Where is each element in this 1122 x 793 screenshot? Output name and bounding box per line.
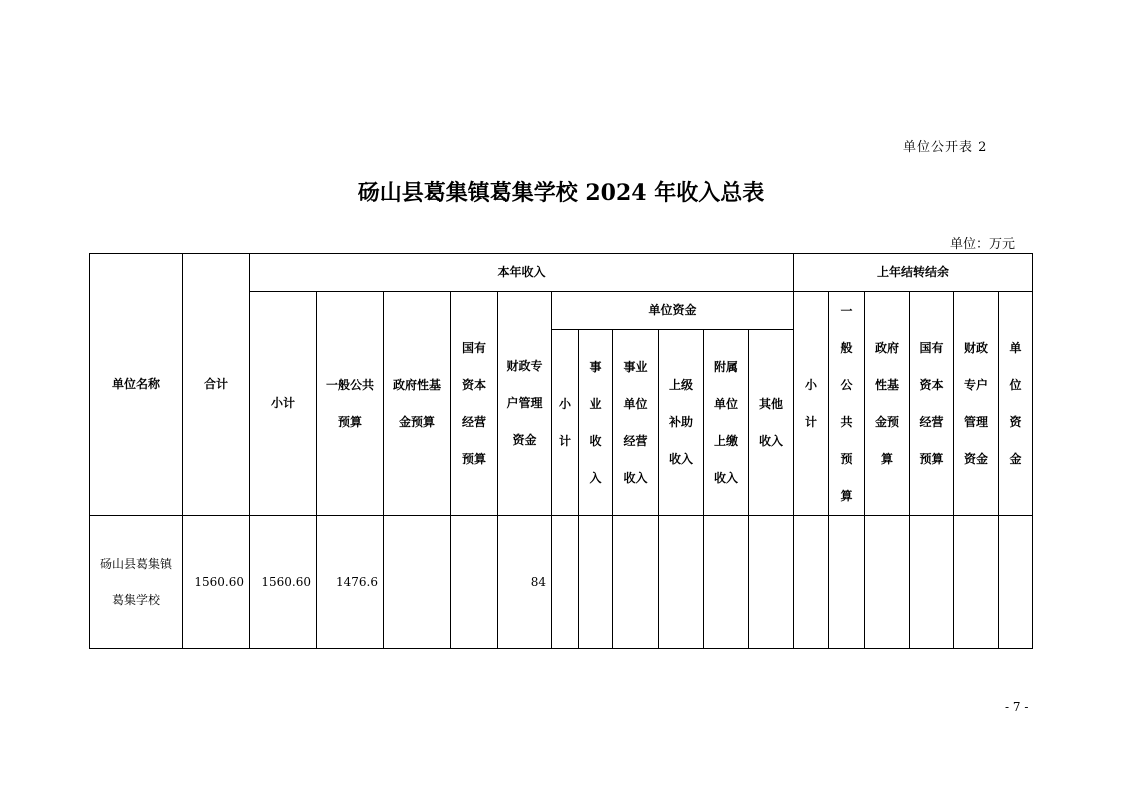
header-py-unit-funds: 单位资金 — [999, 292, 1033, 516]
cell-py-subtotal — [794, 516, 829, 649]
cell-py-general — [829, 516, 865, 649]
header-general-budget: 一般公共预算 — [317, 292, 384, 516]
table-row — [90, 516, 1033, 649]
cell-py-state-capital — [910, 516, 954, 649]
form-number: 单位公开表 2 — [903, 140, 988, 155]
header-uf-operating: 事业单位经营收入 — [613, 330, 659, 516]
header-uf-subtotal: 小计 — [552, 330, 579, 516]
cell-uf-other — [749, 516, 794, 649]
revenue-table — [89, 253, 1033, 649]
header-gov-fund: 政府性基金预算 — [384, 292, 451, 516]
cell-uf-superior — [659, 516, 704, 649]
header-py-state-capital: 国有资本经营预算 — [910, 292, 954, 516]
cell-gov-fund — [384, 516, 451, 649]
page-number: - 7 - — [1005, 700, 1029, 714]
cell-py-fiscal-account — [954, 516, 999, 649]
header-py-fiscal-account: 财政专户管理资金 — [954, 292, 999, 516]
cell-py-unit-funds — [999, 516, 1033, 649]
header-prior-year: 上年结转结余 — [794, 254, 1033, 292]
cell-uf-operating — [613, 516, 659, 649]
header-uf-business: 事业收入 — [579, 330, 613, 516]
cell-state-capital — [451, 516, 498, 649]
cell-fiscal-account: 84 — [498, 516, 552, 649]
header-py-gov-fund: 政府性基金预算 — [865, 292, 910, 516]
unit-label: 单位：万元 — [950, 237, 1016, 252]
cell-total: 1560.60 — [183, 516, 250, 649]
cell-uf-business — [579, 516, 613, 649]
header-fiscal-account: 财政专户管理资金 — [498, 292, 552, 516]
header-py-general: 一般公共预算 — [829, 292, 865, 516]
cell-general-budget: 1476.6 — [317, 516, 384, 649]
header-total: 合计 — [183, 254, 250, 516]
header-uf-other: 其他收入 — [749, 330, 794, 516]
cell-uf-affiliated — [704, 516, 749, 649]
header-current-year: 本年收入 — [250, 254, 794, 292]
header-uf-superior: 上级补助收入 — [659, 330, 704, 516]
cell-unit-name: 砀山县葛集镇葛集学校 — [90, 516, 183, 649]
header-subtotal: 小计 — [250, 292, 317, 516]
cell-uf-subtotal — [552, 516, 579, 649]
header-unit-name: 单位名称 — [90, 254, 183, 516]
cell-py-gov-fund — [865, 516, 910, 649]
header-state-capital: 国有资本经营预算 — [451, 292, 498, 516]
cell-subtotal: 1560.60 — [250, 516, 317, 649]
header-py-subtotal: 小计 — [794, 292, 829, 516]
header-uf-affiliated: 附属单位上缴收入 — [704, 330, 749, 516]
header-unit-funds: 单位资金 — [552, 292, 794, 330]
page-title: 砀山县葛集镇葛集学校 2024 年收入总表 — [357, 180, 765, 206]
